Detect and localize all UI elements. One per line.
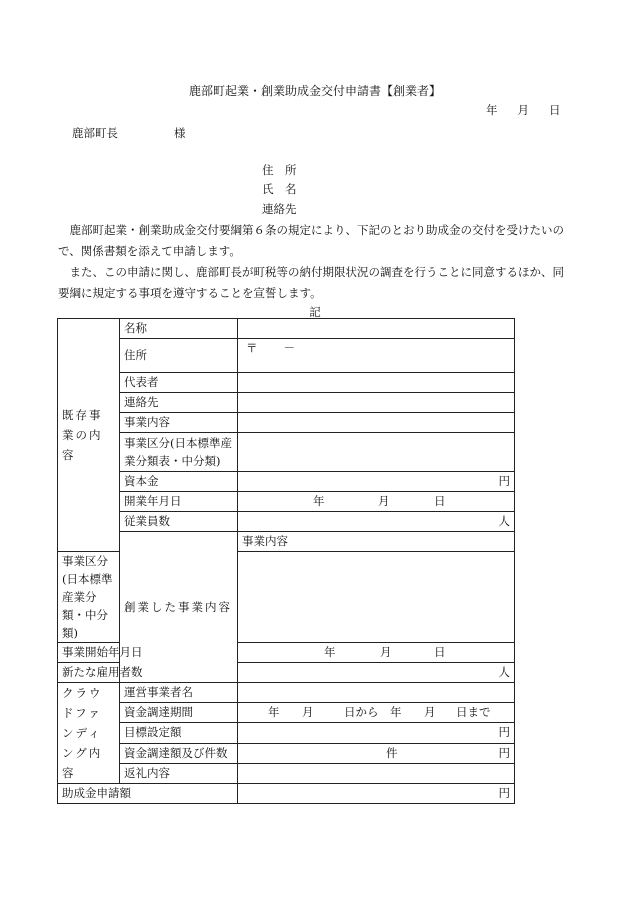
label-new-category: 事業区分(日本標準産業分類・中分類) — [58, 552, 120, 643]
input-operator[interactable] — [238, 683, 515, 703]
unit-day: 日 — [434, 645, 446, 659]
applicant-contact-label: 連絡先 — [262, 202, 297, 216]
date-day: 日 — [549, 103, 561, 117]
input-name[interactable] — [238, 319, 515, 339]
body-text — [58, 220, 573, 304]
ki-heading: 記 — [309, 305, 321, 319]
applicant-address-label: 住 所 — [262, 163, 297, 177]
input-new-category[interactable] — [238, 552, 515, 643]
input-opened-date[interactable] — [238, 492, 515, 512]
label-employees: 従業員数 — [120, 512, 238, 532]
paragraph-1: 鹿部町起業・創業助成金交付要綱第６条の規定により、下記のとおり助成金の交付を受けたいので、関係書類を添えて申請します。 — [58, 223, 564, 258]
unit-year: 年 — [313, 494, 325, 508]
label-name: 名称 — [120, 319, 238, 339]
unit-year: 年 — [324, 645, 336, 659]
unit-yen: 円 — [498, 725, 510, 740]
group-founded-business: 創業した事業内容 — [120, 532, 238, 683]
label-capital: 資本金 — [120, 472, 238, 492]
addressee — [72, 125, 186, 141]
date-year: 年 — [486, 103, 498, 117]
input-representative[interactable] — [238, 373, 515, 393]
input-period[interactable] — [238, 703, 515, 723]
label-opened: 開業年月日 — [120, 492, 238, 512]
label-raised: 資金調達額及び件数 — [120, 743, 238, 763]
postal-dash: － — [283, 341, 295, 355]
addressee-name: 鹿部町長 — [72, 126, 118, 140]
label-period: 資金調達期間 — [120, 703, 238, 723]
unit-month: 月 — [424, 705, 436, 720]
group-existing-business: 既存事業の内容 — [58, 319, 120, 552]
unit-from: 日から — [344, 705, 379, 720]
label-start-date: 事業開始年月日 — [58, 643, 120, 663]
label-business: 事業内容 — [120, 413, 238, 433]
input-target[interactable] — [238, 723, 515, 743]
unit-day: 日 — [434, 494, 446, 508]
input-contact[interactable] — [238, 393, 515, 413]
label-contact: 連絡先 — [120, 393, 238, 413]
unit-until: 日まで — [456, 705, 491, 720]
page-title: 鹿部町起業・創業助成金交付申請書【創業者】 — [188, 84, 441, 98]
applicant-name-label: 氏 名 — [262, 182, 297, 196]
label-target: 目標設定額 — [120, 723, 238, 743]
unit-yen: 円 — [498, 786, 510, 800]
label-request-amount: 助成金申請額 — [58, 784, 238, 804]
unit-yen: 円 — [498, 474, 510, 488]
label-representative: 代表者 — [120, 373, 238, 393]
unit-month: 月 — [380, 645, 392, 659]
label-new-hires: 新たな雇用者数 — [58, 663, 120, 683]
input-rewards[interactable] — [238, 763, 515, 783]
input-raised[interactable] — [238, 743, 515, 763]
unit-year: 年 — [268, 705, 280, 720]
date-month: 月 — [517, 103, 529, 117]
unit-count: 件 — [386, 745, 398, 760]
input-employees[interactable] — [238, 512, 515, 532]
label-new-business: 事業内容 — [238, 532, 515, 552]
label-category: 事業区分(日本標準産業分類表・中分類) — [120, 433, 238, 472]
addressee-honorific: 様 — [174, 126, 186, 140]
unit-month: 月 — [378, 494, 390, 508]
group-crowdfunding: クラウドファンディング内容 — [58, 683, 120, 784]
label-operator: 運営事業者名 — [120, 683, 238, 703]
paragraph-2: また、この申請に関し、鹿部町長が町税等の納付期限状況の調査を行うことに同意するほか、同要綱に規定する事項を遵守することを宣誓します。 — [58, 265, 564, 300]
input-start-date[interactable] — [238, 643, 515, 663]
application-table — [57, 318, 515, 804]
input-request-amount[interactable] — [238, 784, 515, 804]
label-address: 住所 — [120, 339, 238, 373]
postal-mark: 〒 — [246, 341, 258, 355]
date-line — [486, 102, 561, 118]
input-capital[interactable] — [238, 472, 515, 492]
input-category[interactable] — [238, 433, 515, 472]
unit-year: 年 — [390, 705, 402, 720]
unit-persons: 人 — [498, 665, 510, 679]
input-new-hires[interactable] — [238, 663, 515, 683]
input-business[interactable] — [238, 413, 515, 433]
unit-persons: 人 — [498, 514, 510, 528]
input-address[interactable] — [238, 339, 515, 373]
unit-yen: 円 — [498, 745, 510, 760]
label-rewards: 返礼内容 — [120, 763, 238, 783]
unit-month: 月 — [302, 705, 314, 720]
